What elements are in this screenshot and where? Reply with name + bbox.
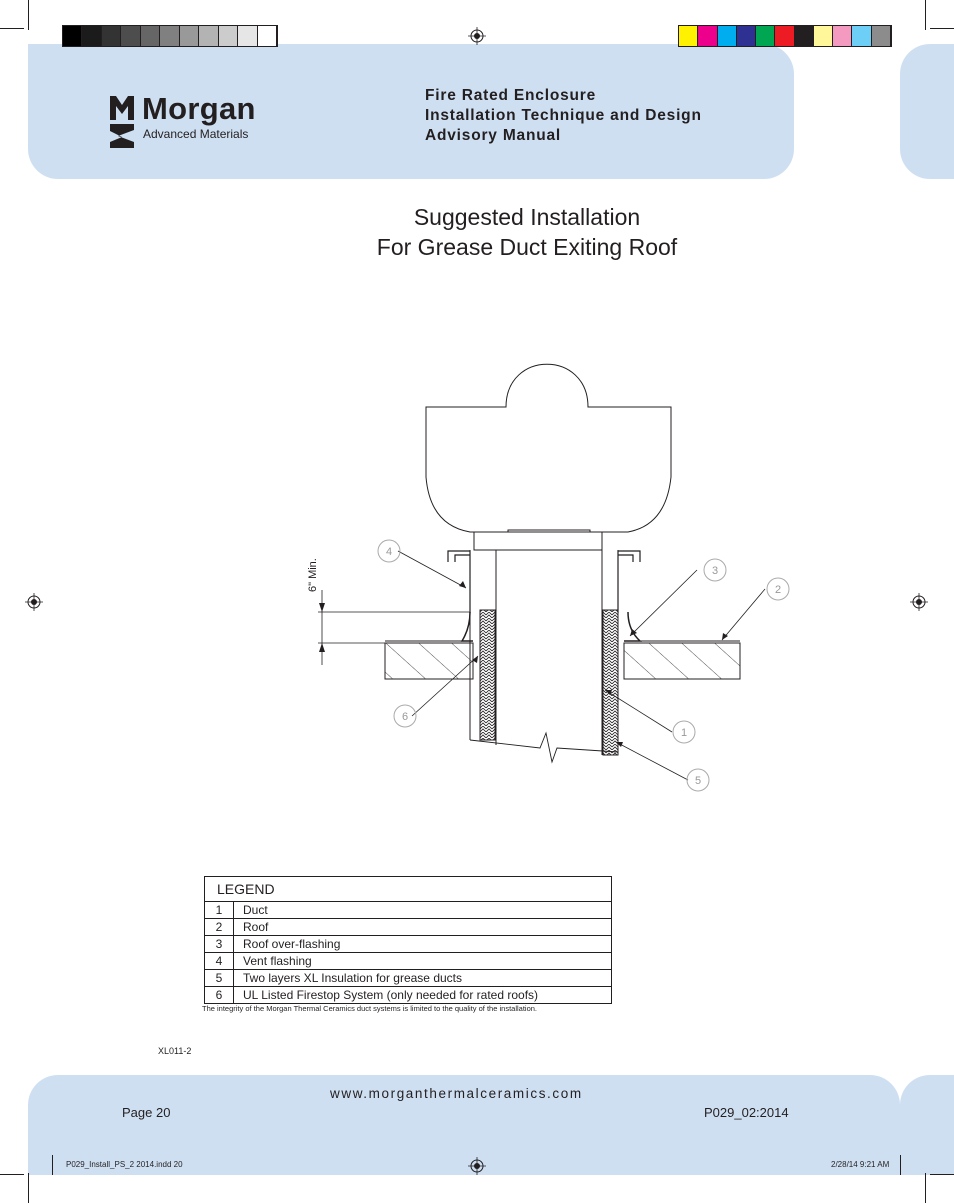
document-title: [425, 86, 702, 146]
legend-number: 1: [205, 902, 234, 918]
website-url: www.morganthermalceramics.com: [330, 1086, 583, 1101]
dimension-label: 6" Min.: [307, 558, 319, 592]
roof-slab-left: [385, 643, 473, 679]
document-title-line: Fire Rated Enclosure: [425, 87, 597, 104]
legend-number: 2: [205, 919, 234, 935]
document-title-line: Advisory Manual: [425, 127, 562, 144]
legend-row: [205, 970, 611, 987]
page-title-line: For Grease Duct Exiting Roof: [376, 234, 678, 260]
exhaust-fan-hood: [426, 364, 671, 532]
document-title-line: Installation Technique and Design: [425, 107, 702, 124]
vent-flashing: [448, 551, 470, 613]
registration-target-icon: [468, 1157, 486, 1175]
drawing-code: XL011-2: [158, 1046, 192, 1056]
callout-label: 5: [694, 775, 702, 787]
insulation-right: [603, 610, 618, 755]
legend-row: [205, 936, 611, 953]
legend-number: 3: [205, 936, 234, 952]
page-title-line: Suggested Installation: [413, 204, 641, 230]
print-slug-file: P029_Install_PS_2 2014.indd 20: [66, 1160, 183, 1169]
legend-text: Two layers XL Insulation for grease ducts: [243, 971, 462, 985]
insulation-left: [480, 610, 495, 740]
registration-target-icon: [25, 593, 43, 611]
legend-heading: LEGEND: [205, 877, 611, 902]
legend-number: 4: [205, 953, 234, 969]
registration-target-icon: [468, 27, 486, 45]
legend-row: [205, 919, 611, 936]
document-code: P029_02:2014: [704, 1105, 789, 1120]
roof-over-flashing: [462, 612, 473, 641]
roof-over-flashing-right: [624, 612, 640, 641]
page-number: Page 20: [122, 1105, 171, 1120]
legend-text: Duct: [243, 903, 268, 917]
legend-row: [205, 987, 611, 1003]
page-title: [300, 202, 754, 262]
print-slug-date: 2/28/14 9:21 AM: [831, 1160, 890, 1169]
legend-row: [205, 902, 611, 919]
legend-row: [205, 953, 611, 970]
callout-label: 4: [385, 546, 393, 558]
legend-text: Vent flashing: [243, 954, 312, 968]
callout-label: 6: [401, 711, 409, 723]
callout-label: 2: [774, 584, 782, 596]
legend-text: UL Listed Firestop System (only needed for rated roofs): [243, 988, 539, 1002]
roof-slab-right: [624, 643, 740, 679]
fan-curb: [474, 532, 602, 550]
legend-number: 5: [205, 970, 234, 986]
grease-duct-diagram: [318, 364, 789, 791]
registration-target-icon: [910, 593, 928, 611]
legend-text: Roof over-flashing: [243, 937, 341, 951]
brand-subtitle: Advanced Materials: [143, 127, 249, 141]
vent-flashing-right: [618, 551, 640, 613]
callout-label: 1: [680, 727, 688, 739]
legend-text: Roof: [243, 920, 269, 934]
integrity-note: The integrity of the Morgan Thermal Ceramics duct systems is limited to the quality of the installation.: [202, 1004, 538, 1013]
morgan-logo-icon: [110, 96, 134, 148]
callout-label: 3: [711, 565, 719, 577]
legend-number: 6: [205, 987, 234, 1003]
legend-table: [204, 876, 612, 1004]
brand-name: Morgan: [142, 91, 256, 126]
